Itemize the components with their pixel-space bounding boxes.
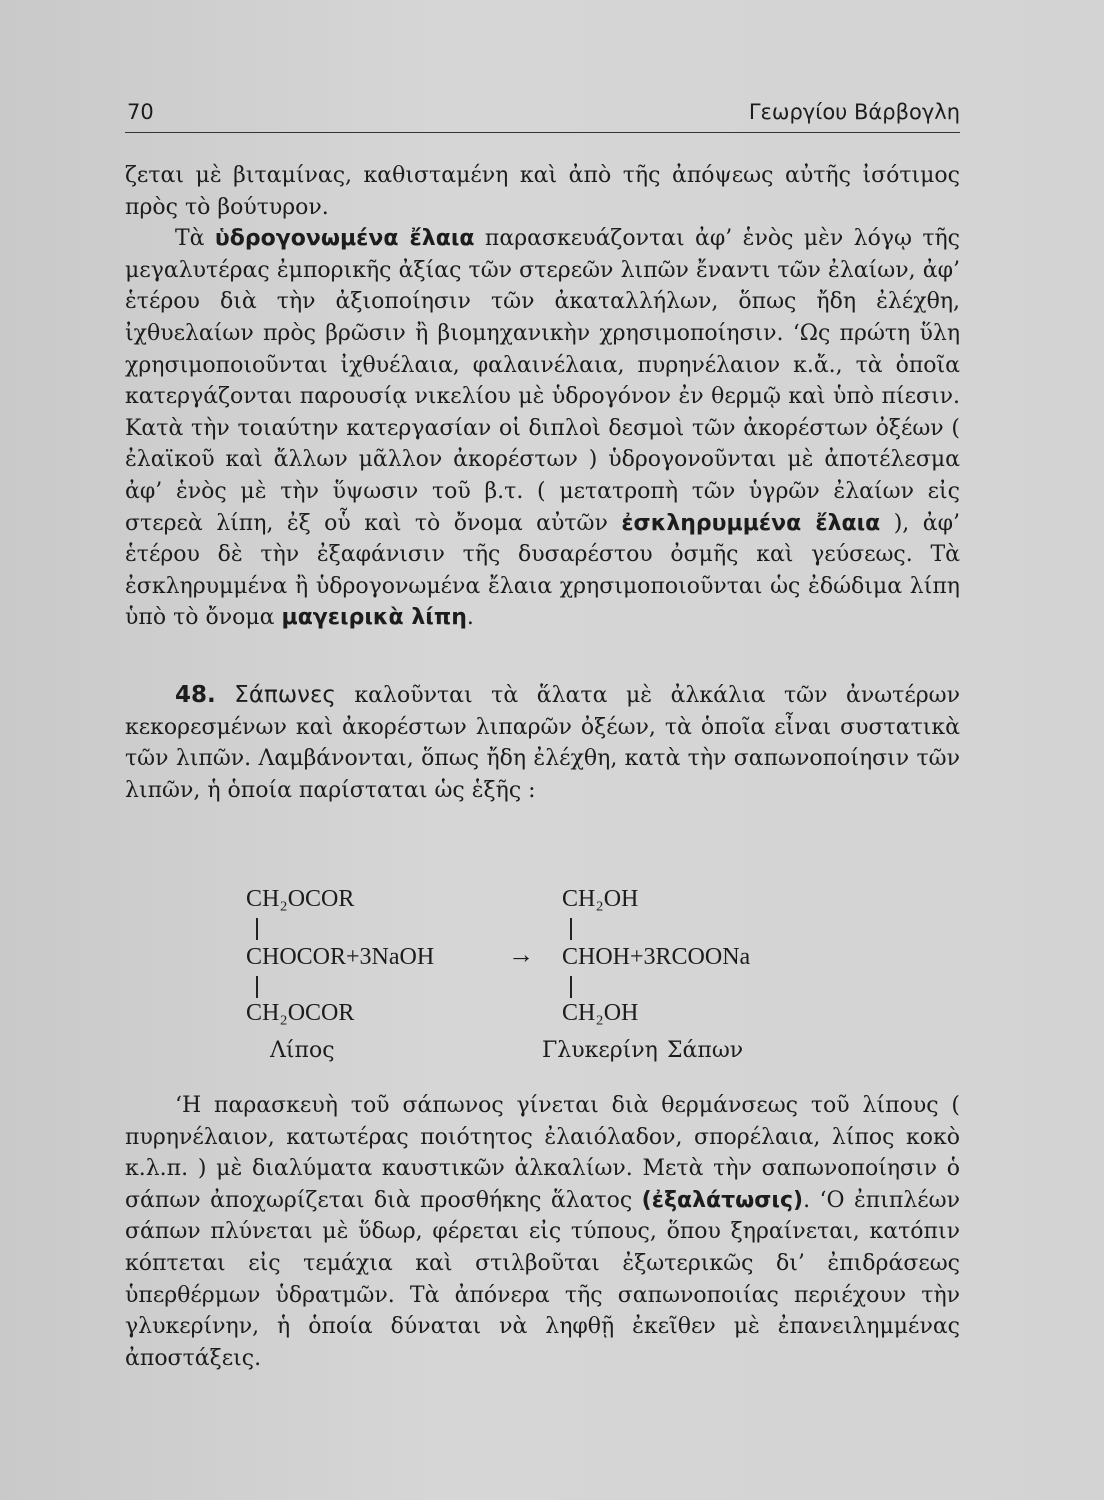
page-number: 70 (127, 100, 154, 124)
label-fat: Λίπος (270, 1038, 335, 1063)
reaction-arrow: → (508, 940, 534, 969)
label-soap: Σάπων (667, 1038, 744, 1063)
soap-preparation-text (125, 1090, 960, 1374)
term-cooking-fats: μαγειρικὰ λίπη (281, 605, 467, 631)
running-header (125, 92, 960, 133)
glycerin-ch2oh-bottom: CH₂OH (562, 1000, 639, 1026)
paragraph-hydrogenated-oils: Τὰ ὑδρογονωμένα ἔλαια παρασκευάζονται ἀφ’ ἑνὸς μὲν λόγῳ τῆς μεγαλυτέρας ἐμπορικῆς ἀξίας τῶν στερεῶν λιπῶν ἔναντι τῶν ἐλαίων, ἀφ’ ἑτέρου διὰ τὴν ἀξιοποίησιν τῶν ἀκαταλλήλων, ὅπως ἤδη ἐλέχθη, ἰχθυελαίων πρὸς βρῶσιν ἢ βιομηχανικὴν χρησιμοποίησιν. ‘Ως πρώτη ὕλη χρησιμοποιοῦνται ἰχθυέλαια, φαλαινέλαια, πυρηνέλαιον κ.ἄ., τὰ ὁποῖα κατεργάζονται παρουσίᾳ νικελίου μὲ ὑδρογόνον ἐν θερμῷ καὶ ὑπὸ πίεσιν. Κατὰ τὴν τοιαύτην κατεργασίαν οἱ διπλοὶ δεσμοὶ τῶν ἀκορέστων ὀξέων ( ἐλαϊκοῦ καὶ ἄλλων μᾶλλον ἀκορέστων ) ὑδρογονοῦνται μὲ ἀποτέλεσμα ἀφ’ ἑνὸς μὲ τὴν ὕψωσιν τοῦ β.τ. ( μετατροπὴ τῶν ὑγρῶν ἐλαίων εἰς στερεὰ λίπη, ἐξ οὗ καὶ τὸ ὄνομα αὐτῶν ἐσκληρυμμένα ἔλαια ), ἀφ’ ἑτέρου δὲ τὴν ἐξαφάνισιν τῆς δυσαρέστου ὀσμῆς καὶ γεύσεως. Τὰ ἐσκληρυμμένα ἢ ὑδρογονωμένα ἔλαια χρησιμοποιοῦνται ὡς ἐδώδιμα λίπη ὑπὸ τὸ ὄνομα μαγειρικὰ λίπη. (125, 226, 960, 631)
bond-line (256, 918, 258, 940)
glycerin-ch2oh-top: CH₂OH (562, 886, 639, 912)
section-number: 48. (175, 681, 216, 708)
fat-chocor-naoh: CHOCOR+3NaOH (246, 944, 435, 970)
running-title-author: Γεωργίου Βάρβογλη (748, 100, 960, 124)
bond-line (570, 976, 572, 998)
main-text (125, 160, 960, 806)
saponification-equation (0, 880, 1104, 1070)
fat-ch2ocor-top: CH₂OCOR (246, 886, 355, 912)
paragraph-continuation: ζεται μὲ βιταμίνας, καθισταμένη καὶ ἀπὸ τῆς ἀπόψεως αὐτῆς ἰσότιμος πρὸς τὸ βούτυρον. (125, 163, 960, 220)
term-hydrogenated-oils: ὑδρογονωμένα ἔλαια (214, 226, 475, 252)
paragraph-soap-preparation: ‘Η παρασκευὴ τοῦ σάπωνος γίνεται διὰ θερμάνσεως τοῦ λίπους ( πυρηνέλαιον, κατωτέρας ποιότητος ἐλαιόλαδον, σπορέλαια, λίπος κοκὸ κ.λ.π. ) μὲ διαλύματα καυστικῶν ἀλκαλίων. Μετὰ τὴν σαπωνοποίησιν ὁ σάπων ἀποχωρίζεται διὰ προσθήκης ἅλατος (ἐξαλάτωσις). ‘Ο ἐπιπλέων σάπων πλύνεται μὲ ὕδωρ, φέρεται εἰς τύπους, ὅπου ξηραίνεται, κατόπιν κόπτεται εἰς τεμάχια καὶ στιλβοῦται ἐξωτερικῶς δι’ ἐπιδράσεως ὑπερθέρμων ὑδρατμῶν. Τὰ ἀπόνερα τῆς σαπωνοποιίας περιέχουν τὴν γλυκερίνην, ἡ ὁποία δύναται νὰ ληφθῇ ἐκεῖθεν μὲ ἐπανειλημμένας ἀποστάξεις. (125, 1093, 960, 1371)
products-choh-rcoona: CHOH+3RCOONa (562, 944, 751, 970)
term-salting-out: (ἐξαλάτωσις) (641, 1187, 804, 1213)
bond-line (256, 976, 258, 998)
label-glycerin: Γλυκερίνη (542, 1038, 658, 1063)
section-48-paragraph: 48. Σάπωνες καλοῦνται τὰ ἅλατα μὲ ἀλκάλια τῶν ἀνωτέρων κεκορεσμένων καὶ ἀκορέστων λιπαρῶν ὀξέων, τὰ ὁποῖα εἶναι συστατικὰ τῶν λιπῶν. Λαμβάνονται, ὅπως ἤδη ἐλέχθη, κατὰ τὴν σαπωνοποίησιν τῶν λιπῶν, ἡ ὁποία παρίσταται ὡς ἑξῆς : (125, 681, 960, 803)
section-title: Σάπωνες (234, 681, 336, 708)
bond-line (570, 918, 572, 940)
term-hardened-oils: ἐσκληρυμμένα ἔλαια (621, 510, 881, 536)
fat-ch2ocor-bottom: CH₂OCOR (246, 1000, 355, 1026)
